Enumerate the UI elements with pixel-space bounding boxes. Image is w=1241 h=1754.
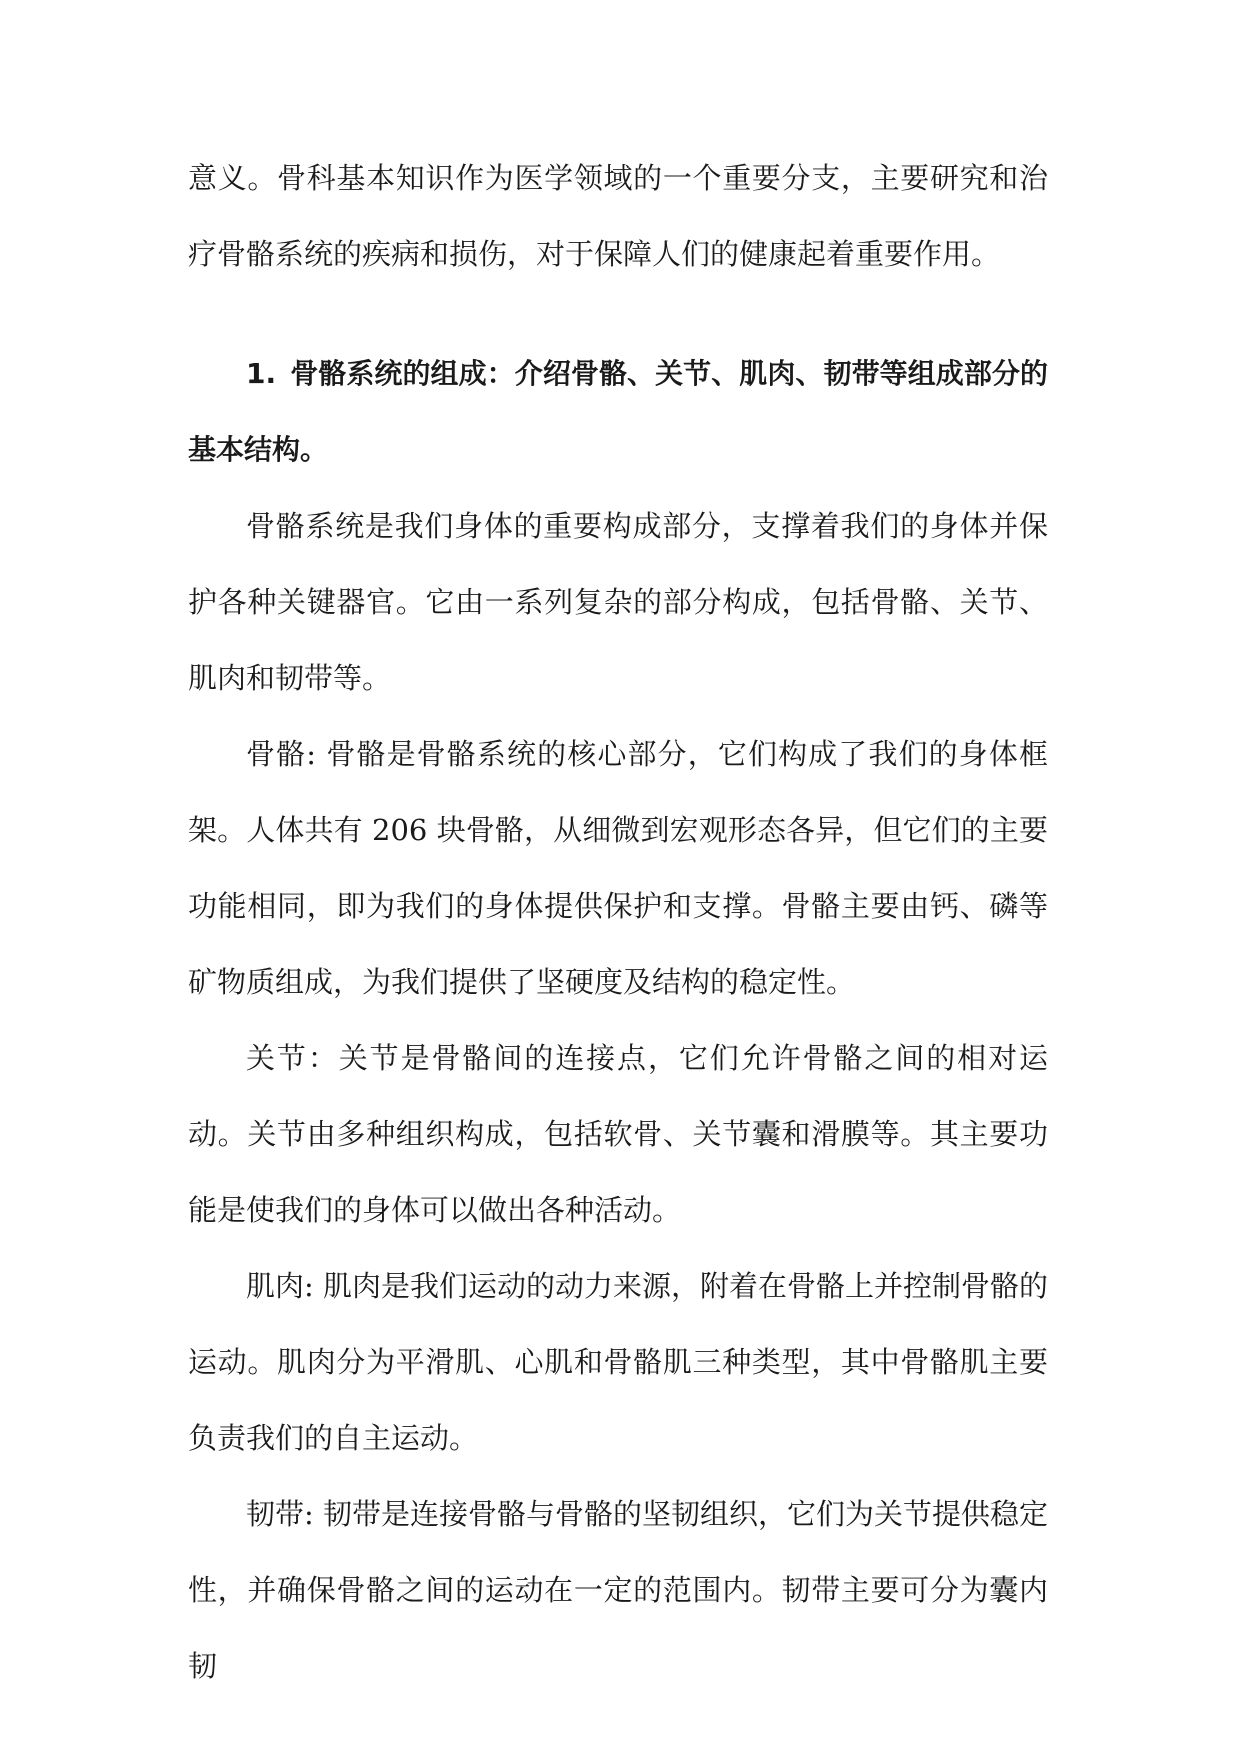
section-title: 骨骼系统的组成：介绍骨骼、关节、肌肉、韧带等组成部分的基本结构。 xyxy=(188,357,1048,466)
paragraph-muscles: 肌肉: 肌肉是我们运动的动力来源，附着在骨骼上并控制骨骼的运动。肌肉分为平滑肌、心肌和骨骼肌三种类型，其中骨骼肌主要负责我们的自主运动。 xyxy=(188,1269,1048,1455)
paragraph-ligaments: 韧带: 韧带是连接骨骼与骨骼的坚韧组织，它们为关节提供稳定性，并确保骨骼之间的运动在一定的范围内。韧带主要可分为囊内韧 xyxy=(188,1497,1048,1683)
intro-paragraph: 意义。骨科基本知识作为医学领域的一个重要分支，主要研究和治疗骨骼系统的疾病和损伤，对于保障人们的健康起着重要作用。 xyxy=(188,161,1048,271)
paragraph-joints: 关节：关节是骨骼间的连接点，它们允许骨骼之间的相对运动。关节由多种组织构成，包括软骨、关节囊和滑膜等。其主要功能是使我们的身体可以做出各种活动。 xyxy=(188,1041,1048,1227)
paragraph-skeletal-system: 骨骼系统是我们身体的重要构成部分，支撑着我们的身体并保护各种关键器官。它由一系列复杂的部分构成，包括骨骼、关节、肌肉和韧带等。 xyxy=(188,509,1048,695)
section-number: 1. xyxy=(246,357,277,390)
section-heading xyxy=(188,336,1048,488)
paragraph-bones: 骨骼: 骨骼是骨骼系统的核心部分，它们构成了我们的身体框架。人体共有 206 块骨骼，从细微到宏观形态各异，但它们的主要功能相同，即为我们的身体提供保护和支撑。骨骼主要由钙、磷等矿物质组成，为我们提供了坚硬度及结构的稳定性。 xyxy=(188,737,1048,999)
document-body xyxy=(188,140,1048,1704)
